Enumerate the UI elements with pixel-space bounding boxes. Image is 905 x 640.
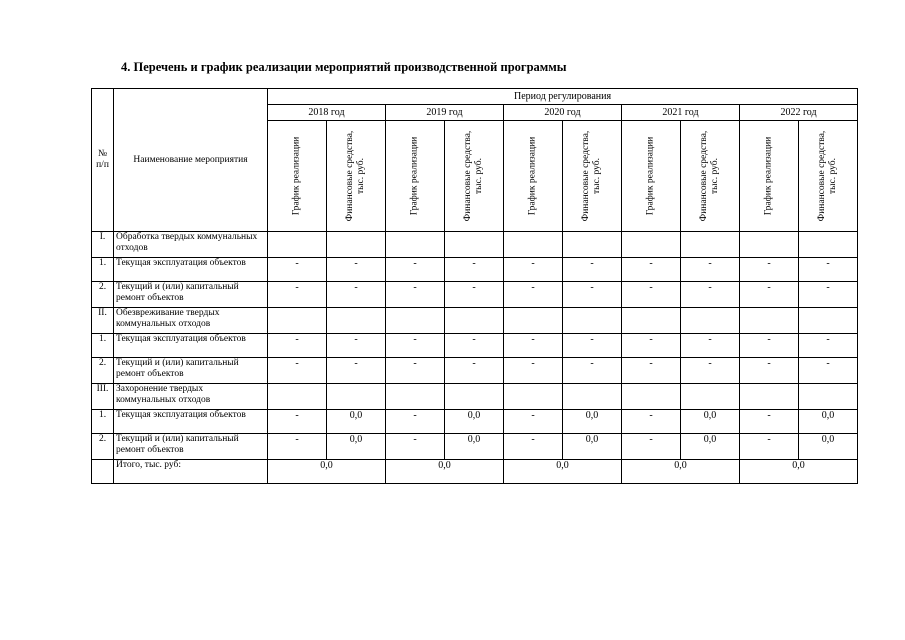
row-number: 1. — [92, 258, 114, 282]
header-finance — [799, 121, 858, 232]
row-value: - — [622, 410, 681, 434]
row-value — [563, 308, 622, 334]
row-value — [504, 384, 563, 410]
row-value: - — [268, 434, 327, 460]
row-value: - — [504, 282, 563, 308]
row-value: - — [740, 334, 799, 358]
row-value: 0,0 — [563, 410, 622, 434]
row-value: - — [268, 410, 327, 434]
header-finance — [327, 121, 386, 232]
row-value: - — [563, 358, 622, 384]
total-empty — [92, 460, 114, 484]
row-value: - — [799, 258, 858, 282]
document-title: 4. Перечень и график реализации мероприятий производственной программы — [121, 60, 567, 74]
row-value — [386, 384, 445, 410]
row-value: - — [740, 410, 799, 434]
header-schedule — [268, 121, 327, 232]
row-value: 0,0 — [563, 434, 622, 460]
row-value: - — [563, 282, 622, 308]
header-finance — [563, 121, 622, 232]
row-value — [681, 308, 740, 334]
row-value: 0,0 — [799, 410, 858, 434]
row-value — [681, 232, 740, 258]
row-value: - — [386, 358, 445, 384]
row-number: 1. — [92, 334, 114, 358]
row-value: - — [563, 258, 622, 282]
row-value: - — [268, 334, 327, 358]
header-finance — [445, 121, 504, 232]
row-name: Текущий и (или) капитальный ремонт объектов — [114, 282, 268, 308]
row-value: - — [386, 434, 445, 460]
header-year: 2022 год — [740, 105, 858, 121]
header-finance-label-1: Финансовые средства, — [345, 130, 355, 222]
row-value: - — [504, 358, 563, 384]
row-value — [445, 308, 504, 334]
row-value: - — [799, 358, 858, 384]
row-value — [563, 384, 622, 410]
row-number: 1. — [92, 410, 114, 434]
header-finance — [681, 121, 740, 232]
header-schedule-label: График реализации — [527, 136, 538, 216]
row-value: - — [622, 258, 681, 282]
header-finance-label-2: тыс. руб. — [710, 158, 720, 194]
header-schedule-label: График реализации — [291, 136, 302, 216]
section-row — [92, 232, 858, 258]
row-value — [622, 232, 681, 258]
row-value: - — [504, 434, 563, 460]
row-value: - — [268, 282, 327, 308]
header-schedule-label: График реализации — [763, 136, 774, 216]
row-value — [622, 308, 681, 334]
row-value: - — [445, 282, 504, 308]
row-value — [504, 308, 563, 334]
total-value: 0,0 — [386, 460, 504, 484]
row-value — [445, 232, 504, 258]
row-name: Текущая эксплуатация объектов — [114, 410, 268, 434]
header-period: Период регулирования — [268, 89, 858, 105]
row-value: 0,0 — [681, 410, 740, 434]
row-value: 0,0 — [445, 434, 504, 460]
row-value: - — [504, 334, 563, 358]
header-name: Наименование мероприятия — [114, 89, 268, 232]
row-value: - — [681, 282, 740, 308]
row-value — [327, 384, 386, 410]
row-value — [504, 232, 563, 258]
row-value: 0,0 — [799, 434, 858, 460]
row-value: - — [268, 358, 327, 384]
row-value: - — [740, 434, 799, 460]
table-row — [92, 258, 858, 282]
section-row — [92, 308, 858, 334]
row-value — [799, 384, 858, 410]
row-value: - — [681, 334, 740, 358]
header-schedule — [386, 121, 445, 232]
program-table — [91, 88, 858, 484]
row-value: - — [386, 410, 445, 434]
row-value — [740, 384, 799, 410]
header-schedule — [504, 121, 563, 232]
row-value — [622, 384, 681, 410]
row-number: 2. — [92, 434, 114, 460]
section-row — [92, 384, 858, 410]
row-number: 2. — [92, 282, 114, 308]
total-value: 0,0 — [740, 460, 858, 484]
row-value: - — [740, 358, 799, 384]
header-schedule-label: График реализации — [409, 136, 420, 216]
row-number: II. — [92, 308, 114, 334]
table-row — [92, 334, 858, 358]
row-name: Обработка твердых коммунальных отходов — [114, 232, 268, 258]
row-value: 0,0 — [327, 434, 386, 460]
header-finance-label-1: Финансовые средства, — [699, 130, 709, 222]
row-name: Захоронение твердых коммунальных отходов — [114, 384, 268, 410]
row-value — [327, 232, 386, 258]
row-value: - — [327, 282, 386, 308]
total-value: 0,0 — [504, 460, 622, 484]
row-name: Обезвреживание твердых коммунальных отходов — [114, 308, 268, 334]
row-value: - — [504, 410, 563, 434]
row-value: 0,0 — [445, 410, 504, 434]
row-value: - — [622, 434, 681, 460]
row-value: - — [563, 334, 622, 358]
row-value — [268, 232, 327, 258]
row-value: - — [327, 258, 386, 282]
row-name: Текущая эксплуатация объектов — [114, 334, 268, 358]
header-schedule-label: График реализации — [645, 136, 656, 216]
table-row — [92, 410, 858, 434]
row-value — [740, 308, 799, 334]
header-finance-label-1: Финансовые средства, — [581, 130, 591, 222]
header-finance-label-2: тыс. руб. — [592, 158, 602, 194]
row-value: - — [622, 282, 681, 308]
row-value — [268, 384, 327, 410]
table-row — [92, 358, 858, 384]
table-row — [92, 434, 858, 460]
row-value: - — [327, 358, 386, 384]
header-finance-label-2: тыс. руб. — [356, 158, 366, 194]
header-year: 2021 год — [622, 105, 740, 121]
row-value — [386, 232, 445, 258]
row-value: - — [504, 258, 563, 282]
row-value: - — [799, 334, 858, 358]
row-value: - — [681, 358, 740, 384]
row-value: - — [386, 334, 445, 358]
row-value — [268, 308, 327, 334]
row-number: 2. — [92, 358, 114, 384]
header-finance-label-1: Финансовые средства, — [463, 130, 473, 222]
total-row — [92, 460, 858, 484]
row-value: - — [386, 282, 445, 308]
row-value — [740, 232, 799, 258]
row-value: - — [445, 334, 504, 358]
row-value: - — [268, 258, 327, 282]
row-value: - — [445, 258, 504, 282]
row-value — [799, 232, 858, 258]
header-finance-label-2: тыс. руб. — [828, 158, 839, 194]
header-finance-label-1: Финансовые средства, — [817, 130, 828, 222]
row-name: Текущая эксплуатация объектов — [114, 258, 268, 282]
row-value: - — [799, 282, 858, 308]
row-value: - — [622, 334, 681, 358]
header-year: 2020 год — [504, 105, 622, 121]
row-value — [681, 384, 740, 410]
row-value — [327, 308, 386, 334]
header-schedule — [740, 121, 799, 232]
header-finance-label-2: тыс. руб. — [474, 158, 484, 194]
row-value — [799, 308, 858, 334]
row-value: - — [327, 334, 386, 358]
table-row — [92, 282, 858, 308]
row-value: - — [740, 258, 799, 282]
row-name: Текущий и (или) капитальный ремонт объектов — [114, 358, 268, 384]
header-num: № п/п — [92, 89, 114, 232]
total-value: 0,0 — [622, 460, 740, 484]
row-value: - — [622, 358, 681, 384]
header-schedule — [622, 121, 681, 232]
row-value: - — [386, 258, 445, 282]
row-value: - — [445, 358, 504, 384]
row-value: - — [681, 258, 740, 282]
row-value — [445, 384, 504, 410]
row-value: 0,0 — [327, 410, 386, 434]
row-number: III. — [92, 384, 114, 410]
row-value — [386, 308, 445, 334]
row-name: Текущий и (или) капитальный ремонт объектов — [114, 434, 268, 460]
header-year: 2019 год — [386, 105, 504, 121]
header-year: 2018 год — [268, 105, 386, 121]
total-value: 0,0 — [268, 460, 386, 484]
row-value — [563, 232, 622, 258]
total-label: Итого, тыс. руб: — [114, 460, 268, 484]
row-number: I. — [92, 232, 114, 258]
row-value: - — [740, 282, 799, 308]
row-value: 0,0 — [681, 434, 740, 460]
